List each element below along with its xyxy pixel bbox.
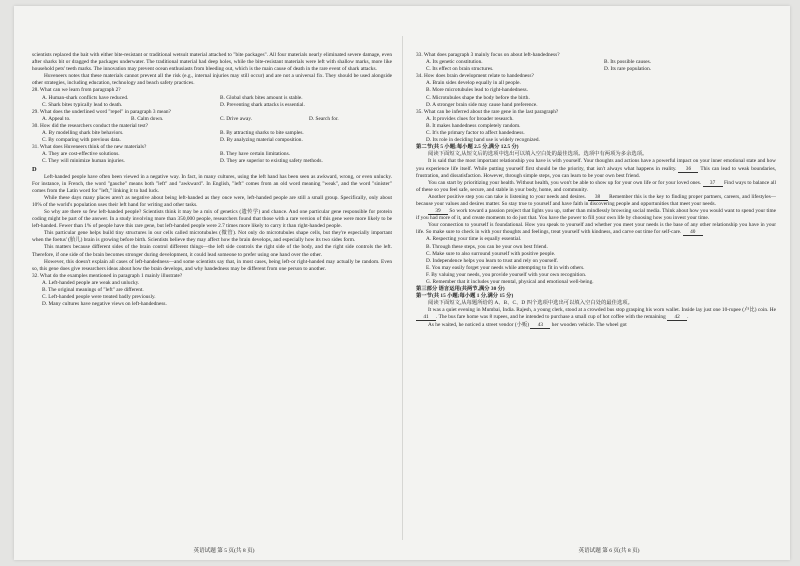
option: A. Human-shark conflicts have reduced. <box>42 94 129 101</box>
passage-d-para: This particular gene helps build tiny structures in our cells called microtubules (微管). Not only do microtubules shape cells, but they're especially important when the foetus' (胎儿) brain is growing before birth. Scientists believe they may affect how the brain develops, and especially how its two sides form. <box>32 230 392 244</box>
blank-38: 38 <box>588 194 608 201</box>
option: A. They are cost-effective solutions. <box>42 151 120 158</box>
question-33: 33. What does paragraph 3 mainly focus on about left-handedness? <box>416 52 560 58</box>
passage-c-para: scientists replaced the bait with either bite-resistant or traditional wetsuit material attached to "bite packages". All four materials nearly eliminated severe damage, even after sharks bit or dragged the packages underwater. The traditional material had deep holes, while the bite-resistant materials were left with shallow marks, more like household pets' teeth marks. The innovation may prevent ocean enthusiasts from bleeding out, which is the main cause of death in the rare event of shark attacks. <box>32 52 392 73</box>
gap-fill-options <box>426 236 776 286</box>
passage-d-para: Left-handed people have often been viewed in a negative way. In fact, in many cultures, using the left hand has been seen as awkward, wrong, or even unlucky. For instance, in French, the word "gauche" means both "left" and "awkward". In English, "left" comes from an old word meaning "weak", and the word "sinister" comes from the Latin word for "left," linking it to bad luck. <box>32 173 392 194</box>
question-32-options <box>42 280 392 308</box>
question-31-options <box>42 151 392 165</box>
right-page <box>416 52 776 542</box>
option: D. Independence helps you learn to trust and rely on yourself. <box>426 257 559 264</box>
option: C. Microtubules shape the body before the birth. <box>426 94 530 101</box>
option: C. Drive away. <box>220 115 253 122</box>
passage-para <box>416 222 776 236</box>
option: D. Many cultures have negative views on left-handedness. <box>42 301 167 308</box>
blank-36: 36 <box>678 166 698 173</box>
option: B. Calm down. <box>131 115 164 122</box>
page-footer-right: 英语试题 第 6 页(共 8 页) <box>578 548 640 554</box>
blank-43: 43 <box>530 322 550 329</box>
option: A. It provides clues for broader research. <box>426 115 514 122</box>
section-heading: 第二节(共 5 小题;每小题 2.5 分,满分 12.5 分) <box>416 144 519 151</box>
section-instructions: 阅读下面短文,从短文后的选项中选出可以填入空白处的最佳选项。选项中有两项为多余选项。 <box>428 151 648 158</box>
option: D. Preventing shark attacks is essential. <box>220 101 305 108</box>
option: A. Appeal to. <box>42 115 71 122</box>
option: B. Global shark bites amount is stable. <box>220 94 303 101</box>
option: C. It's the primary factor to affect handedness. <box>426 130 525 137</box>
question-29-options <box>42 116 392 123</box>
option: B. Its possible causes. <box>604 59 652 66</box>
part-heading: 第三部分 语言运用(共两节,满分 30 分) <box>416 286 505 293</box>
left-page <box>32 52 392 542</box>
option: A. Respecting your time is equally essential. <box>426 236 522 243</box>
option: C. Make sure to also surround yourself with positive people. <box>426 250 556 257</box>
blank-37: 37 <box>703 180 723 187</box>
option: B. By attracting sharks to bite samples. <box>220 130 304 137</box>
question-34: 34. How does brain development relate to handedness? <box>416 73 534 80</box>
option: F. By valuing your needs, you provide yourself with your own recognition. <box>426 271 587 278</box>
question-29: 29. What does the underlined word "repel" in paragraph 3 mean? <box>32 108 171 115</box>
question-28-options <box>42 95 392 109</box>
text: It was a quiet evening in Mumbai, India. Rajesh, a young clerk, stood at a crowded bus stop grasping his worn wallet. Inside lay just one 10-rupee (卢比) coin. He <box>428 307 776 314</box>
passage-para: It was a quiet evening in Mumbai, India. Rajesh, a young clerk, stood at a crowded bus stop grasping his worn wallet. Inside lay just one 10-rupee (卢比) coin. He 41 . The bus fare home was 8 rupees, and he intended to purchase a small cup of hot coffee with the remaining 42 . <box>416 307 776 321</box>
passage-para <box>416 158 776 179</box>
passage-c-para: Huveneers notes that these materials cannot prevent all the risk (e.g., internal injuries may still occur) and are not a universal fix. They should be used alongside other strategies, including education, technology and beach safety practices. <box>32 73 392 87</box>
option: G. Remember that it includes your mental, physical and emotional well-being. <box>426 279 594 285</box>
passage-para <box>416 194 776 208</box>
question-35: 35. What can be inferred about the rare gene in the last paragraph? <box>416 108 559 115</box>
question-30-options <box>42 130 392 144</box>
option: B. Through these steps, you can be your own best friend. <box>426 243 548 250</box>
option: D. They are superior to existing safety methods. <box>220 158 323 165</box>
text: . The bus fare home was 8 rupees, and he intended to purchase a small cup of hot coffee with the remaining <box>436 314 666 321</box>
text: Remember this is the key to finding proper partners, careers, and lifestyles—because your values and desires matter. So stay true to yourself and have faith in discovering people and opportunities that meet your needs. <box>416 193 776 207</box>
option: D. Its rare population. <box>604 66 652 73</box>
option: C. By comparing with previous data. <box>42 137 121 144</box>
text: Find ways to balance all of these so you feel safe, secure, and stable in your body, home, and community. <box>416 179 776 193</box>
passage-d-para: While these days many places aren't as negative about being left-handed as they once were, left-handed people are still a small group. Specifically, only about 10% of the world's population uses their left hand for writing and other tasks. <box>32 194 392 208</box>
blank-41: 41 <box>416 314 436 321</box>
blank-42: 42 <box>667 314 687 321</box>
option: C. Shark bites typically lead to death. <box>42 101 123 108</box>
passage-d-para: So why are there so few left-handed people? Scientists think it may be a mix of genetics (遗传学) and chance. And one particular gene responsible for protein coding might be part of the answer. In a study involving more than 350,000 people, researchers found that those with a rare version of this gene were more likely to be left-handed. Fewer than 1% of people have this rare gene, but left-handed people were 2.7 times more likely to carry it than right-handed people. <box>32 208 392 230</box>
option: B. They have certain limitations. <box>220 151 290 158</box>
text: Another positive step you can take is listening to your needs and desires. <box>428 193 586 200</box>
exam-sheet <box>14 6 790 560</box>
question-31: 31. What does Huveneers think of the new materials? <box>32 144 147 151</box>
passage-para <box>416 180 776 194</box>
question-32: 32. What do the examples mentioned in paragraph 1 mainly illustrate? <box>32 272 183 279</box>
option: C. Its effect on brain structures. <box>426 66 494 73</box>
option: D. A stronger brain side may cause hand preference. <box>426 101 538 108</box>
option: D. By analyzing material composition. <box>220 137 303 144</box>
passage-para <box>416 208 776 222</box>
passage-d-para: This matters because different sides of the brain control different things—the left side controls the right side of the body, and the right side controls the left. Therefore, if one side of the brain becomes stronger during development, it could lead someone to prefer using one hand over the other. <box>32 244 392 258</box>
passage-d-para: However, this doesn't explain all cases of left-handedness—and some scientists say that, in most cases, being left-or right-handed may actually be random. Even so, this gene does give researchers ideas about how the brain develops, and why handedness may be different from one person to another. <box>32 258 392 272</box>
option: B. It makes handedness completely random. <box>426 122 521 129</box>
option: A. By modelling shark bite behaviors. <box>42 130 124 137</box>
text: So work toward a passion project that lights you up, rather than mindlessly browsing social media. Think about how you would want to spend your time if you had more of it, and create moments to do just that. You have the power to fill your own life by choosing how you invest your time. <box>416 208 776 222</box>
option: B. More microtubules lead to right-handedness. <box>426 87 528 94</box>
passage-para <box>416 322 776 329</box>
section-instructions: 阅读下面短文,从每题所给的 A、B、C、D 四个选项中选出可以填入空白处的最佳选项。 <box>428 300 633 307</box>
blank-39: 39 <box>428 208 448 215</box>
text: This can lead to weak boundaries, frustration, and dissatisfaction. However, through simple steps, you can learn to be your own best friend. <box>416 165 776 179</box>
option: B. The original meanings of "left" are different. <box>42 287 144 293</box>
option: D. Search for. <box>309 115 339 122</box>
question-34-options <box>426 80 776 108</box>
section-heading: 第一节(共 15 小题;每小题 1 分,满分 15 分) <box>416 293 514 300</box>
option: C. They will minimize human injuries. <box>42 158 125 165</box>
option: A. Brain sides develop equally in all people. <box>426 80 521 87</box>
option: A. Its genetic constitution. <box>426 59 483 66</box>
text: her wooden vehicle. The wheel got <box>551 321 627 328</box>
text: Your connection to yourself is foundational. How you speak to yourself and whether you meet your needs is the base of any other relationship you have in your life. So make sure to check in with your thoughts and feelings, treat yourself with kindness, and carve out time for self-care. <box>416 222 776 236</box>
text: You can start by prioritizing your health. Without health, you won't be able to show up for your own life or for your loved ones. <box>428 179 702 186</box>
text: As he waited, he noticed a street vendor (小贩) <box>428 321 530 328</box>
page-footer-left: 英语试题 第 5 页(共 8 页) <box>193 548 255 554</box>
question-30: 30. How did the researchers conduct the material test? <box>32 122 148 129</box>
option: D. Its role in deciding hand use is widely recognized. <box>426 137 540 144</box>
question-33-options <box>426 59 776 73</box>
option: A. Left-handed people are weak and unlucky. <box>42 279 140 286</box>
page-gutter <box>402 36 403 540</box>
passage-letter-d: D <box>32 165 37 173</box>
question-35-options <box>426 116 776 144</box>
option: C. Left-handed people were treated badly previously. <box>42 294 156 301</box>
text: It is said that the most important relationship you have is with yourself. Your thoughts and actions have a powerful impact on your inner emotional state and how you experience life itself. While putting yourself first should be the priority, that isn't always what happens in reality. <box>416 158 776 172</box>
option: E. You may easily forget your needs while attempting to fit in with others. <box>426 264 585 271</box>
blank-40: 40 <box>683 229 703 236</box>
question-28: 28. What can we learn from paragraph 2? <box>32 87 121 94</box>
